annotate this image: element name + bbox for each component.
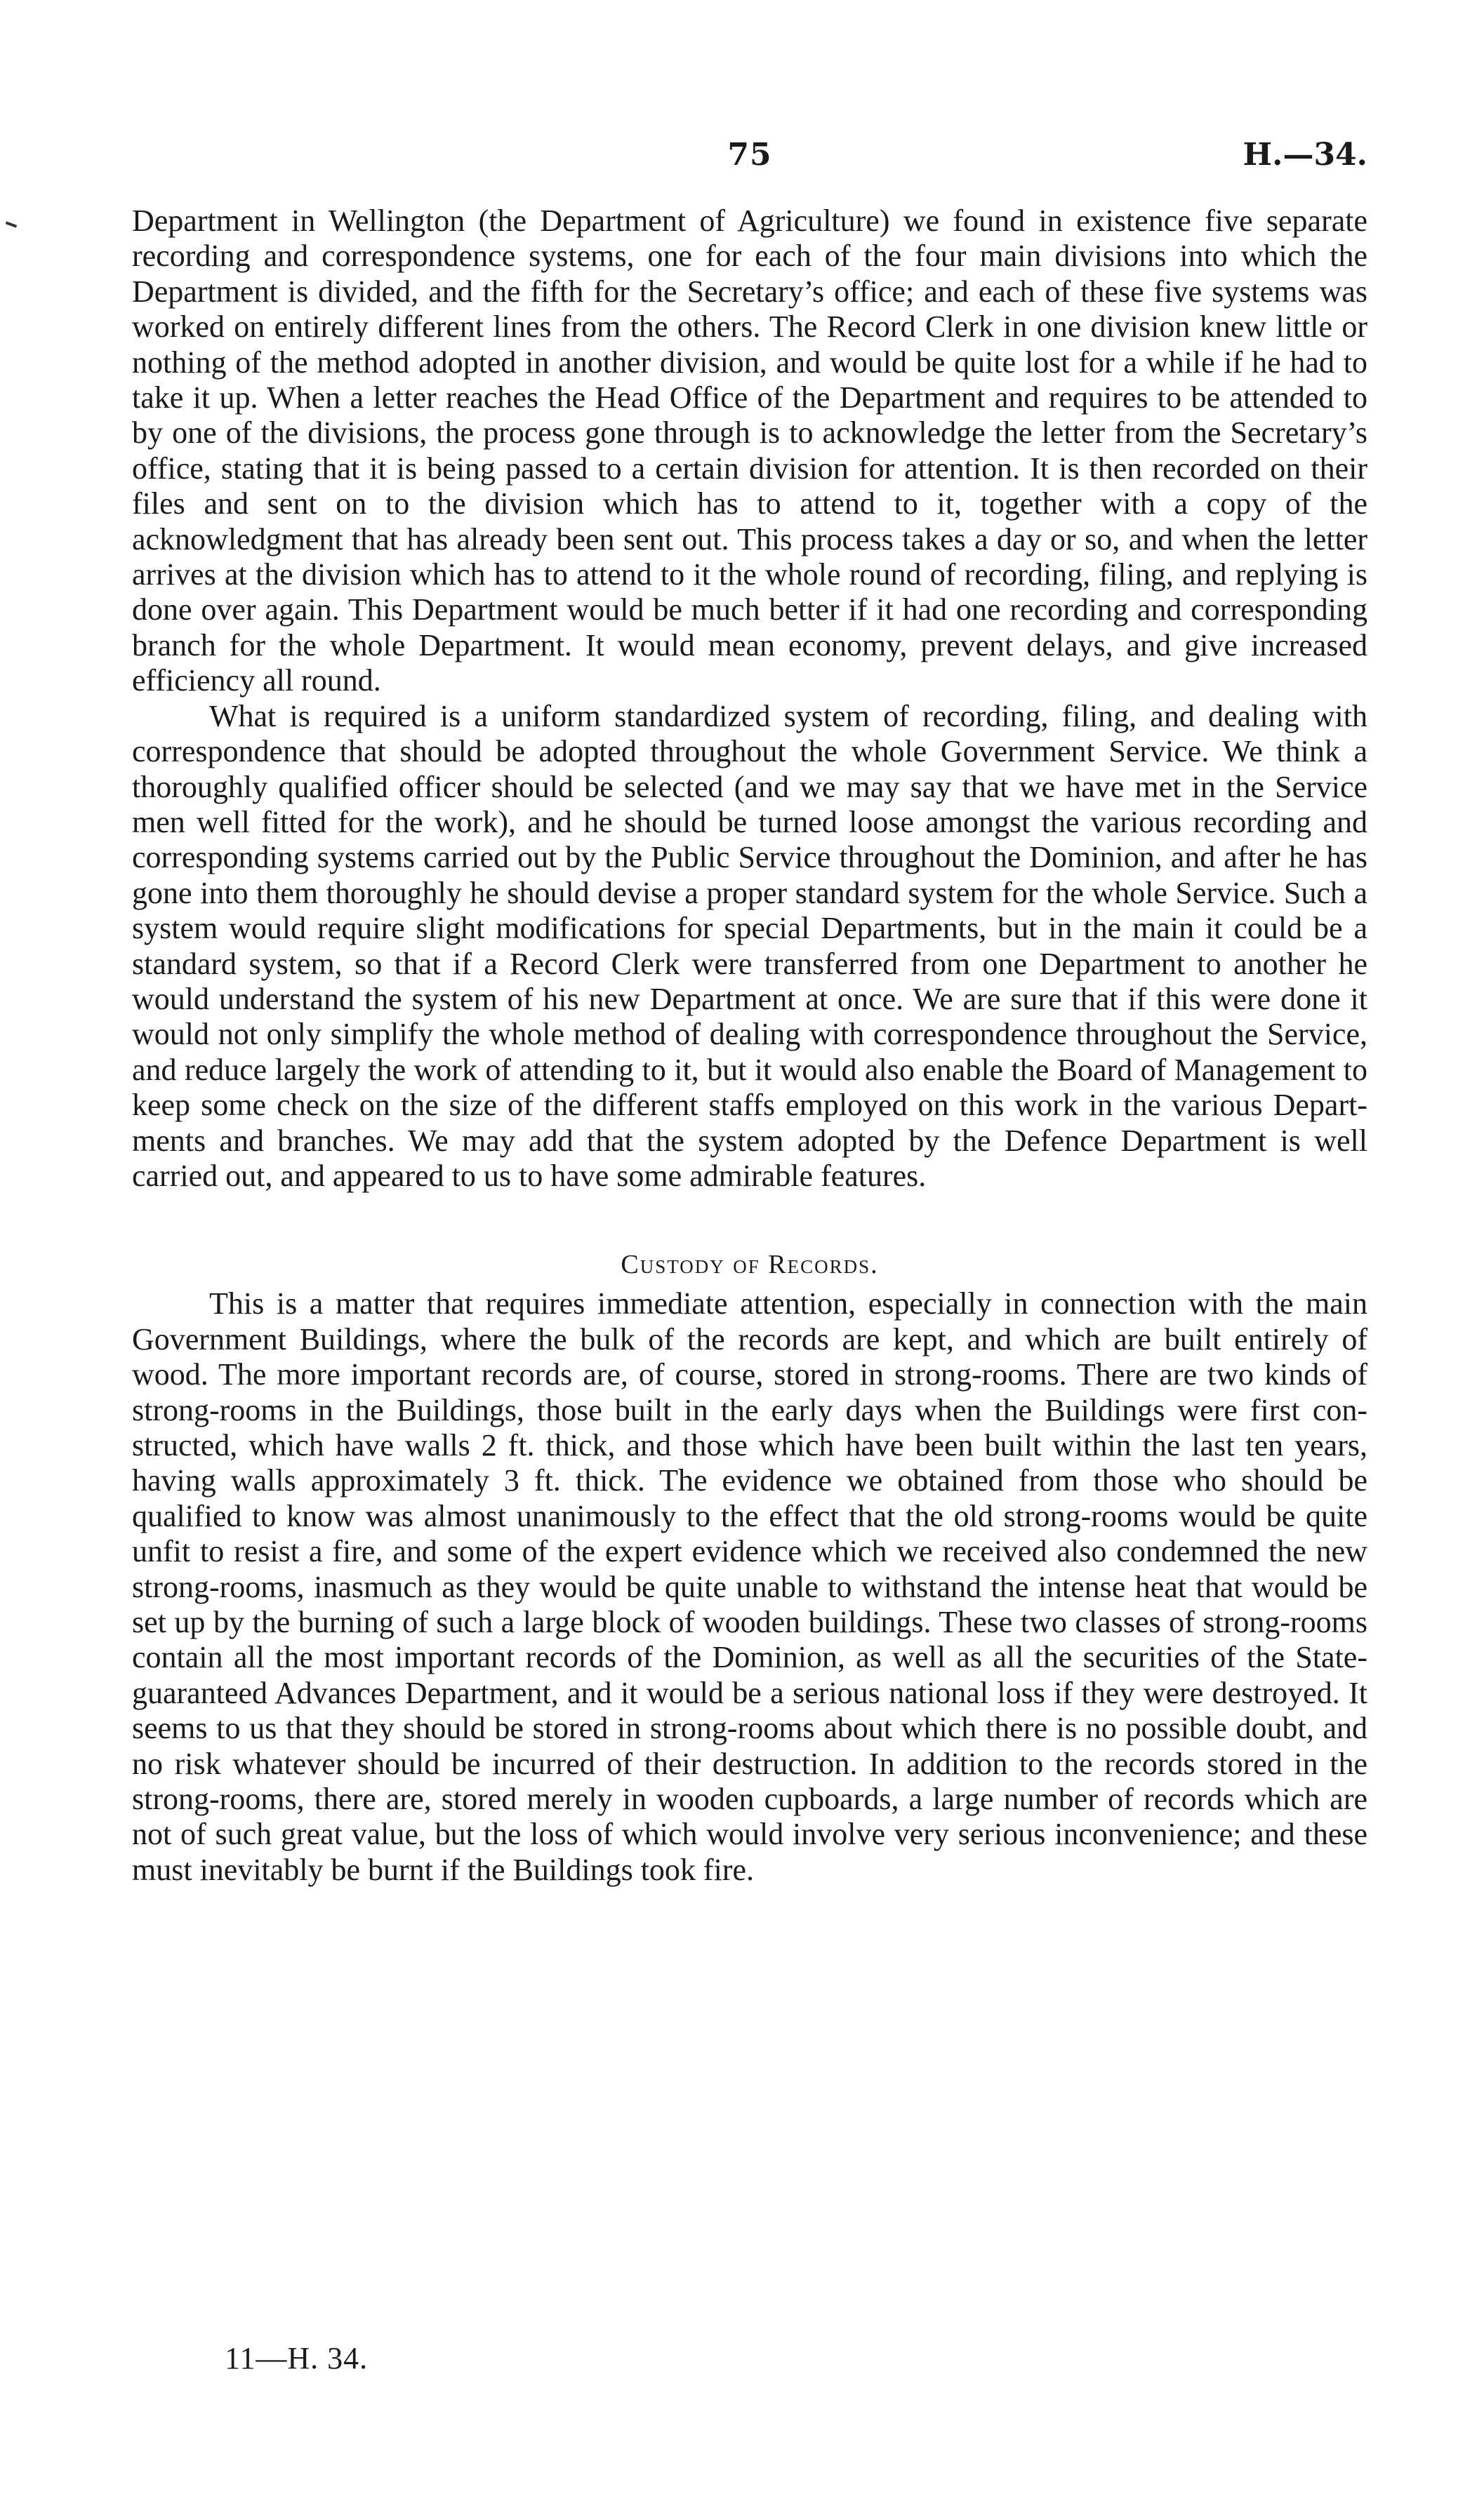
paragraph-standardized-system: What is required is a uniform standardized system of recording, filing, and dealing with correspondence that should be adopted throughout the whole Government Service. We think a thoroughly qualified officer should be selected (and we may say that we have met in the Service men well fitted for the work), and he should be turned loose amongst the various recording and corresponding systems carried out by the Public Service throughout the Dominion, and after he has gone into them thoroughly he should devise a proper standard system for the whole Service. Such a system would require slight modifications for special Departments, but in the main it could be a standard system, so that if a Record Clerk were transferred from one Department to another he would understand the system of his new Department at once. We are sure that if this were done it would not only simplify the whole method of dealing with correspondence throughout the Service, and reduce largely the work of attending to it, but it would also enable the Board of Management to keep some check on the size of the different staffs employed on this work in the various Departments and branches. We may add that the system adopted by the Defence Department is well carried out, and appeared to us to have some admirable features. [132,698,1367,1193]
page-number: 75 [727,137,772,173]
margin-mark [6,221,17,227]
section-spacer [132,1194,1367,1226]
paragraph-continued: Department in Wellington (the Department of Agriculture) we found in existence five separate recording and correspondence systems, one for each of the four main divisions into which the Department is divided, and the fifth for the Secretary’s office; and each of these five systems was worked on entirely different lines from the others. The Record Clerk in one division knew little or nothing of the method adopted in another division, and would be quite lost for a while if he had to take it up. When a letter reaches the Head Office of the Department and requires to be attended to by one of the divisions, the process gone through is to acknowledge the letter from the Secretary’s office, stating that it is being passed to a certain division for attention. It is then recorded on their files and sent on to the division which has to attend to it, together with a copy of the acknowledgment that has already been sent out. This process takes a day or so, and when the letter arrives at the division which has to attend to it the whole round of recording, filing, and replying is done over again. This Department would be much better if it had one recording and corresponding branch for the whole Department. It would mean economy, prevent delays, and give increased efficiency all round. [132,204,1367,698]
section-heading: Custody of Records. [621,1250,879,1280]
running-head [132,137,1367,179]
signature-mark: 11—H. 34. [225,2341,369,2375]
body-text [132,204,1367,1888]
paragraph-custody-of-records: This is a matter that requires immediate attention, especially in connection with the main Government Buildings, where the bulk of the records are kept, and which are built entirely of wood. The more important records are, of course, stored in strong-rooms. There are two kinds of strong-rooms in the Buildings, those built in the early days when the Buildings were first constructed, which have walls 2 ft. thick, and those which have been built within the last ten years, having walls approximately 3 ft. thick. The evidence we obtained from those who should be qualified to know was almost unanimously to the effect that the old strong-rooms would be quite unfit to resist a fire, and some of the expert evidence which we received also condemned the new strong-rooms, inasmuch as they would be quite unable to withstand the intense heat that would be set up by the burning of such a large block of wooden buildings. These two classes of strong-rooms contain all the most important records of the Dominion, as well as all the securities of the State-guaranteed Advances Department, and it would be a serious national loss if they were destroyed. It seems to us that they should be stored in strong-rooms about which there is no possible doubt, and no risk whatever should be incurred of their destruction. In addition to the records stored in the strong-rooms, there are, stored merely in wooden cupboards, a large number of records which are not of such great value, but the loss of which would involve very serious inconvenience; and these must inevitably be burnt if the Buildings took fire. [132,1286,1367,1887]
document-reference: H.—34. [1243,137,1367,173]
